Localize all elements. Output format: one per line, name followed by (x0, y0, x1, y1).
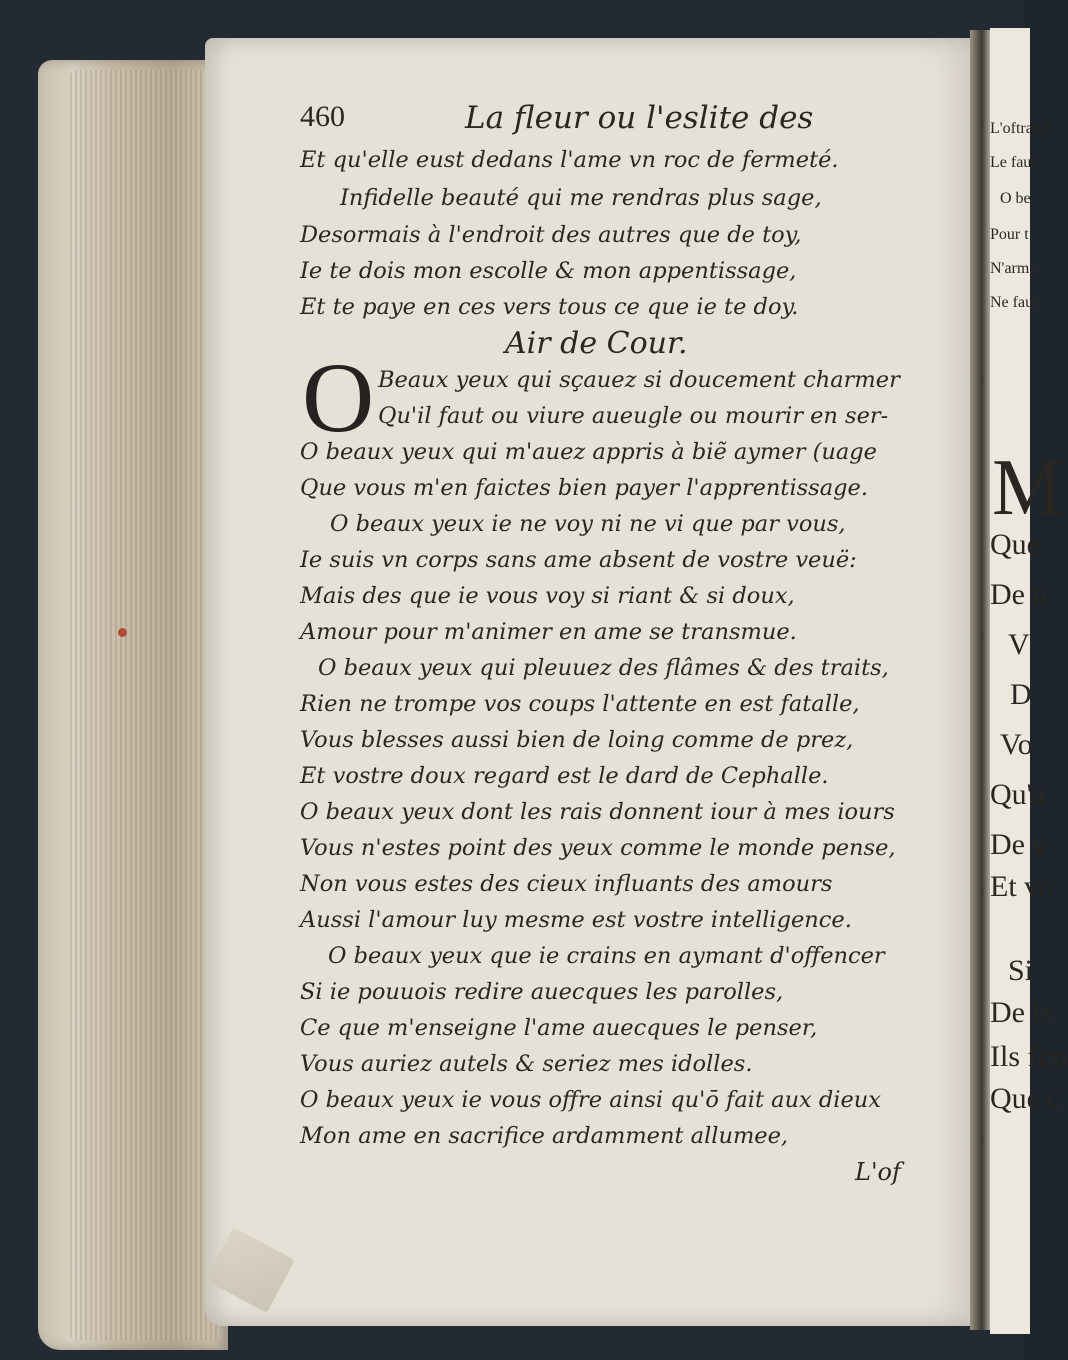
poem-line: Rien ne trompe vos coups l'attente en est fatalle, (300, 691, 860, 717)
poem-line: Ie te dois mon escolle & mon appentissage, (300, 258, 797, 284)
poem-line: Mon ame en sacrifice ardamment allumee, (300, 1123, 789, 1149)
facing-fragment: D (1010, 678, 1032, 711)
facing-fragment: Et vo (990, 870, 1055, 903)
poem-line: Ie suis vn corps sans ame absent de vostre veuë: (300, 547, 857, 573)
catchword: L'of (855, 1158, 901, 1186)
poem-line: Infidelle beauté qui me rendras plus sage, (340, 185, 822, 211)
poem-line: Beaux yeux qui sçauez si doucement charmer (378, 367, 900, 393)
facing-fragment: Que (990, 528, 1040, 561)
poem-line: O beaux yeux qui pleuuez des flâmes & des traits, (318, 655, 889, 681)
running-header (300, 100, 920, 144)
facing-fragment: Que c (990, 1082, 1061, 1115)
page-edges-texture (70, 70, 220, 1340)
poem-line: Et vostre doux regard est le dard de Cephalle. (300, 763, 829, 789)
poem-line: Amour pour m'animer en ame se transmue. (300, 619, 797, 645)
section-title: Air de Cour. (505, 326, 688, 361)
facing-fragment: Pour t (990, 226, 1029, 243)
red-stain-mark (118, 628, 127, 637)
drop-cap-initial: O (302, 342, 375, 453)
facing-fragment: Si (1008, 954, 1034, 987)
facing-fragment: N'arme (990, 260, 1037, 277)
poem-line: O beaux yeux ie vous offre ainsi qu'ō fait aux dieux (300, 1087, 881, 1113)
poem-line: Ce que m'enseigne l'ame auecques le penser, (300, 1015, 818, 1041)
poem-line: O beaux yeux ie ne voy ni ne vi que par vous, (330, 511, 846, 537)
poem-line: Qu'il faut ou viure aueugle ou mourir en ser- (378, 403, 889, 429)
poem-line: O beaux yeux que ie crains en aymant d'offencer (328, 943, 885, 969)
facing-fragment: Qu'a (990, 778, 1046, 811)
book-gutter (970, 30, 992, 1330)
facing-fragment: Le faut (990, 154, 1036, 171)
poem-line: Et te paye en ces vers tous ce que ie te doy. (300, 294, 799, 320)
poem-line: Et qu'elle eust dedans l'ame vn roc de fermeté. (300, 147, 839, 173)
poem-line: Aussi l'amour luy mesme est vostre intelligence. (300, 907, 852, 933)
poem-line: Vous auriez autels & seriez mes idolles. (300, 1051, 753, 1077)
poem-line: Que vous m'en faictes bien payer l'apprentissage. (300, 475, 869, 501)
poem-line: Non vous estes des cieux influants des amours (300, 871, 833, 897)
facing-fragment: V (1008, 628, 1030, 661)
facing-fragment: Ils fon (990, 1040, 1068, 1073)
facing-fragment: O be (1000, 190, 1031, 207)
poem-line: Vous blesses aussi bien de loing comme de prez, (300, 727, 854, 753)
facing-fragment: De le (990, 996, 1055, 1029)
facing-fragment: L'oftrand (990, 120, 1049, 137)
facing-large-initial: M (992, 444, 1064, 532)
poem-line: O beaux yeux dont les rais donnent iour à mes iours (300, 799, 895, 825)
running-title: La fleur ou l'eslite des (465, 100, 814, 136)
page-number: 460 (300, 100, 345, 133)
facing-fragment: Ne faut (990, 294, 1038, 311)
poem-line: Mais des que ie vous voy si riant & si doux, (300, 583, 795, 609)
facing-fragment: De n (990, 578, 1048, 611)
poem-line: O beaux yeux qui m'auez appris à biẽ aymer (uage (300, 439, 878, 465)
facing-fragment: Vo (1000, 728, 1033, 761)
poem-line: Desormais à l'endroit des autres que de toy, (300, 222, 802, 248)
facing-fragment: De v (990, 828, 1048, 861)
poem-line: Si ie pouuois redire auecques les parolles, (300, 979, 784, 1005)
poem-line: Vous n'estes point des yeux comme le monde pense, (300, 835, 896, 861)
facing-page-strip (990, 28, 1068, 1334)
